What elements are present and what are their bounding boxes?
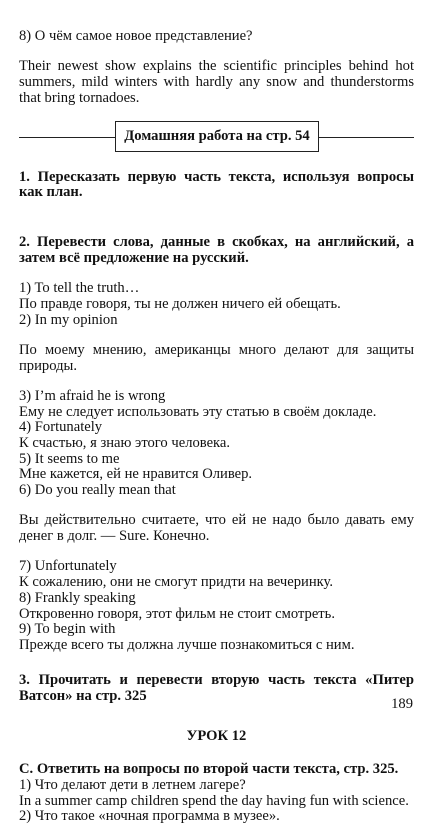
item-en: 7) Unfortunately xyxy=(19,558,117,575)
item-ru: К сожалению, они не смогут придти на вечеринку. xyxy=(19,574,334,591)
task-3: 3. Прочитать и перевести вторую часть текста «Питер Ватсон» на стр. 325 xyxy=(19,672,414,704)
header-rule-left xyxy=(19,137,115,138)
item-en: 1) To tell the truth… xyxy=(19,280,140,297)
page-number: 189 xyxy=(391,696,413,712)
item-en: 2) In my opinion xyxy=(19,311,118,328)
c-question-1: 1) Что делают дети в летнем лагере? xyxy=(19,777,246,794)
c-question-2: 2) Что такое «ночная программа в музее». xyxy=(19,808,280,825)
header-rule-right xyxy=(319,137,414,138)
item-en: 6) Do you really mean that xyxy=(19,482,176,499)
c-answer-1: In a summer camp children spend the day having fun with science. xyxy=(19,792,409,809)
item-en: 5) It seems to me xyxy=(19,450,120,467)
item-en: 9) To begin with xyxy=(19,621,116,638)
section-c-title: С. Ответить на вопросы по второй части текста, стр. 325. xyxy=(19,761,399,778)
item-ru: Мне кажется, ей не нравится Оливер. xyxy=(19,466,253,483)
page-content xyxy=(19,29,414,825)
item-ru: По моему мнению, американцы много делают для защиты природы. xyxy=(19,341,414,374)
item-ru: Вы действительно считаете, что ей не надо было давать ему денег в долг. — Sure. Конечно. xyxy=(19,512,414,545)
lesson-title: УРОК 12 xyxy=(186,727,247,744)
item-ru: Прежде всего ты должна лучше познакомиться с ним. xyxy=(19,636,355,653)
item-en: 4) Fortunately xyxy=(19,419,103,436)
item-en: 8) Frankly speaking xyxy=(19,589,136,606)
homework-header xyxy=(19,121,414,155)
task-1: 1. Пересказать первую часть текста, используя вопросы как план. xyxy=(19,168,414,201)
task-2: 2. Перевести слова, данные в скобках, на английский, а затем всё предложение на русский. xyxy=(19,234,414,266)
item-ru: К счастью, я знаю этого человека. xyxy=(19,435,231,451)
item-ru: Ему не следует использовать эту статью в своём докладе. xyxy=(19,403,377,420)
question-8-ru: 8) О чём самое новое представление? xyxy=(19,28,253,44)
item-en: 3) I’m afraid he is wrong xyxy=(19,387,166,404)
homework-header-box: Домашняя работа на стр. 54 xyxy=(115,121,319,152)
items-list xyxy=(19,281,414,653)
item-ru: По правде говоря, ты не должен ничего ей обещать. xyxy=(19,295,341,312)
item-ru: Откровенно говоря, этот фильм не стоит смотреть. xyxy=(19,605,335,622)
answer-8-en: Their newest show explains the scientific principles behind hot summers, mild winters with hardly any snow and thunderstorms that bring tornadoes. xyxy=(19,58,414,106)
